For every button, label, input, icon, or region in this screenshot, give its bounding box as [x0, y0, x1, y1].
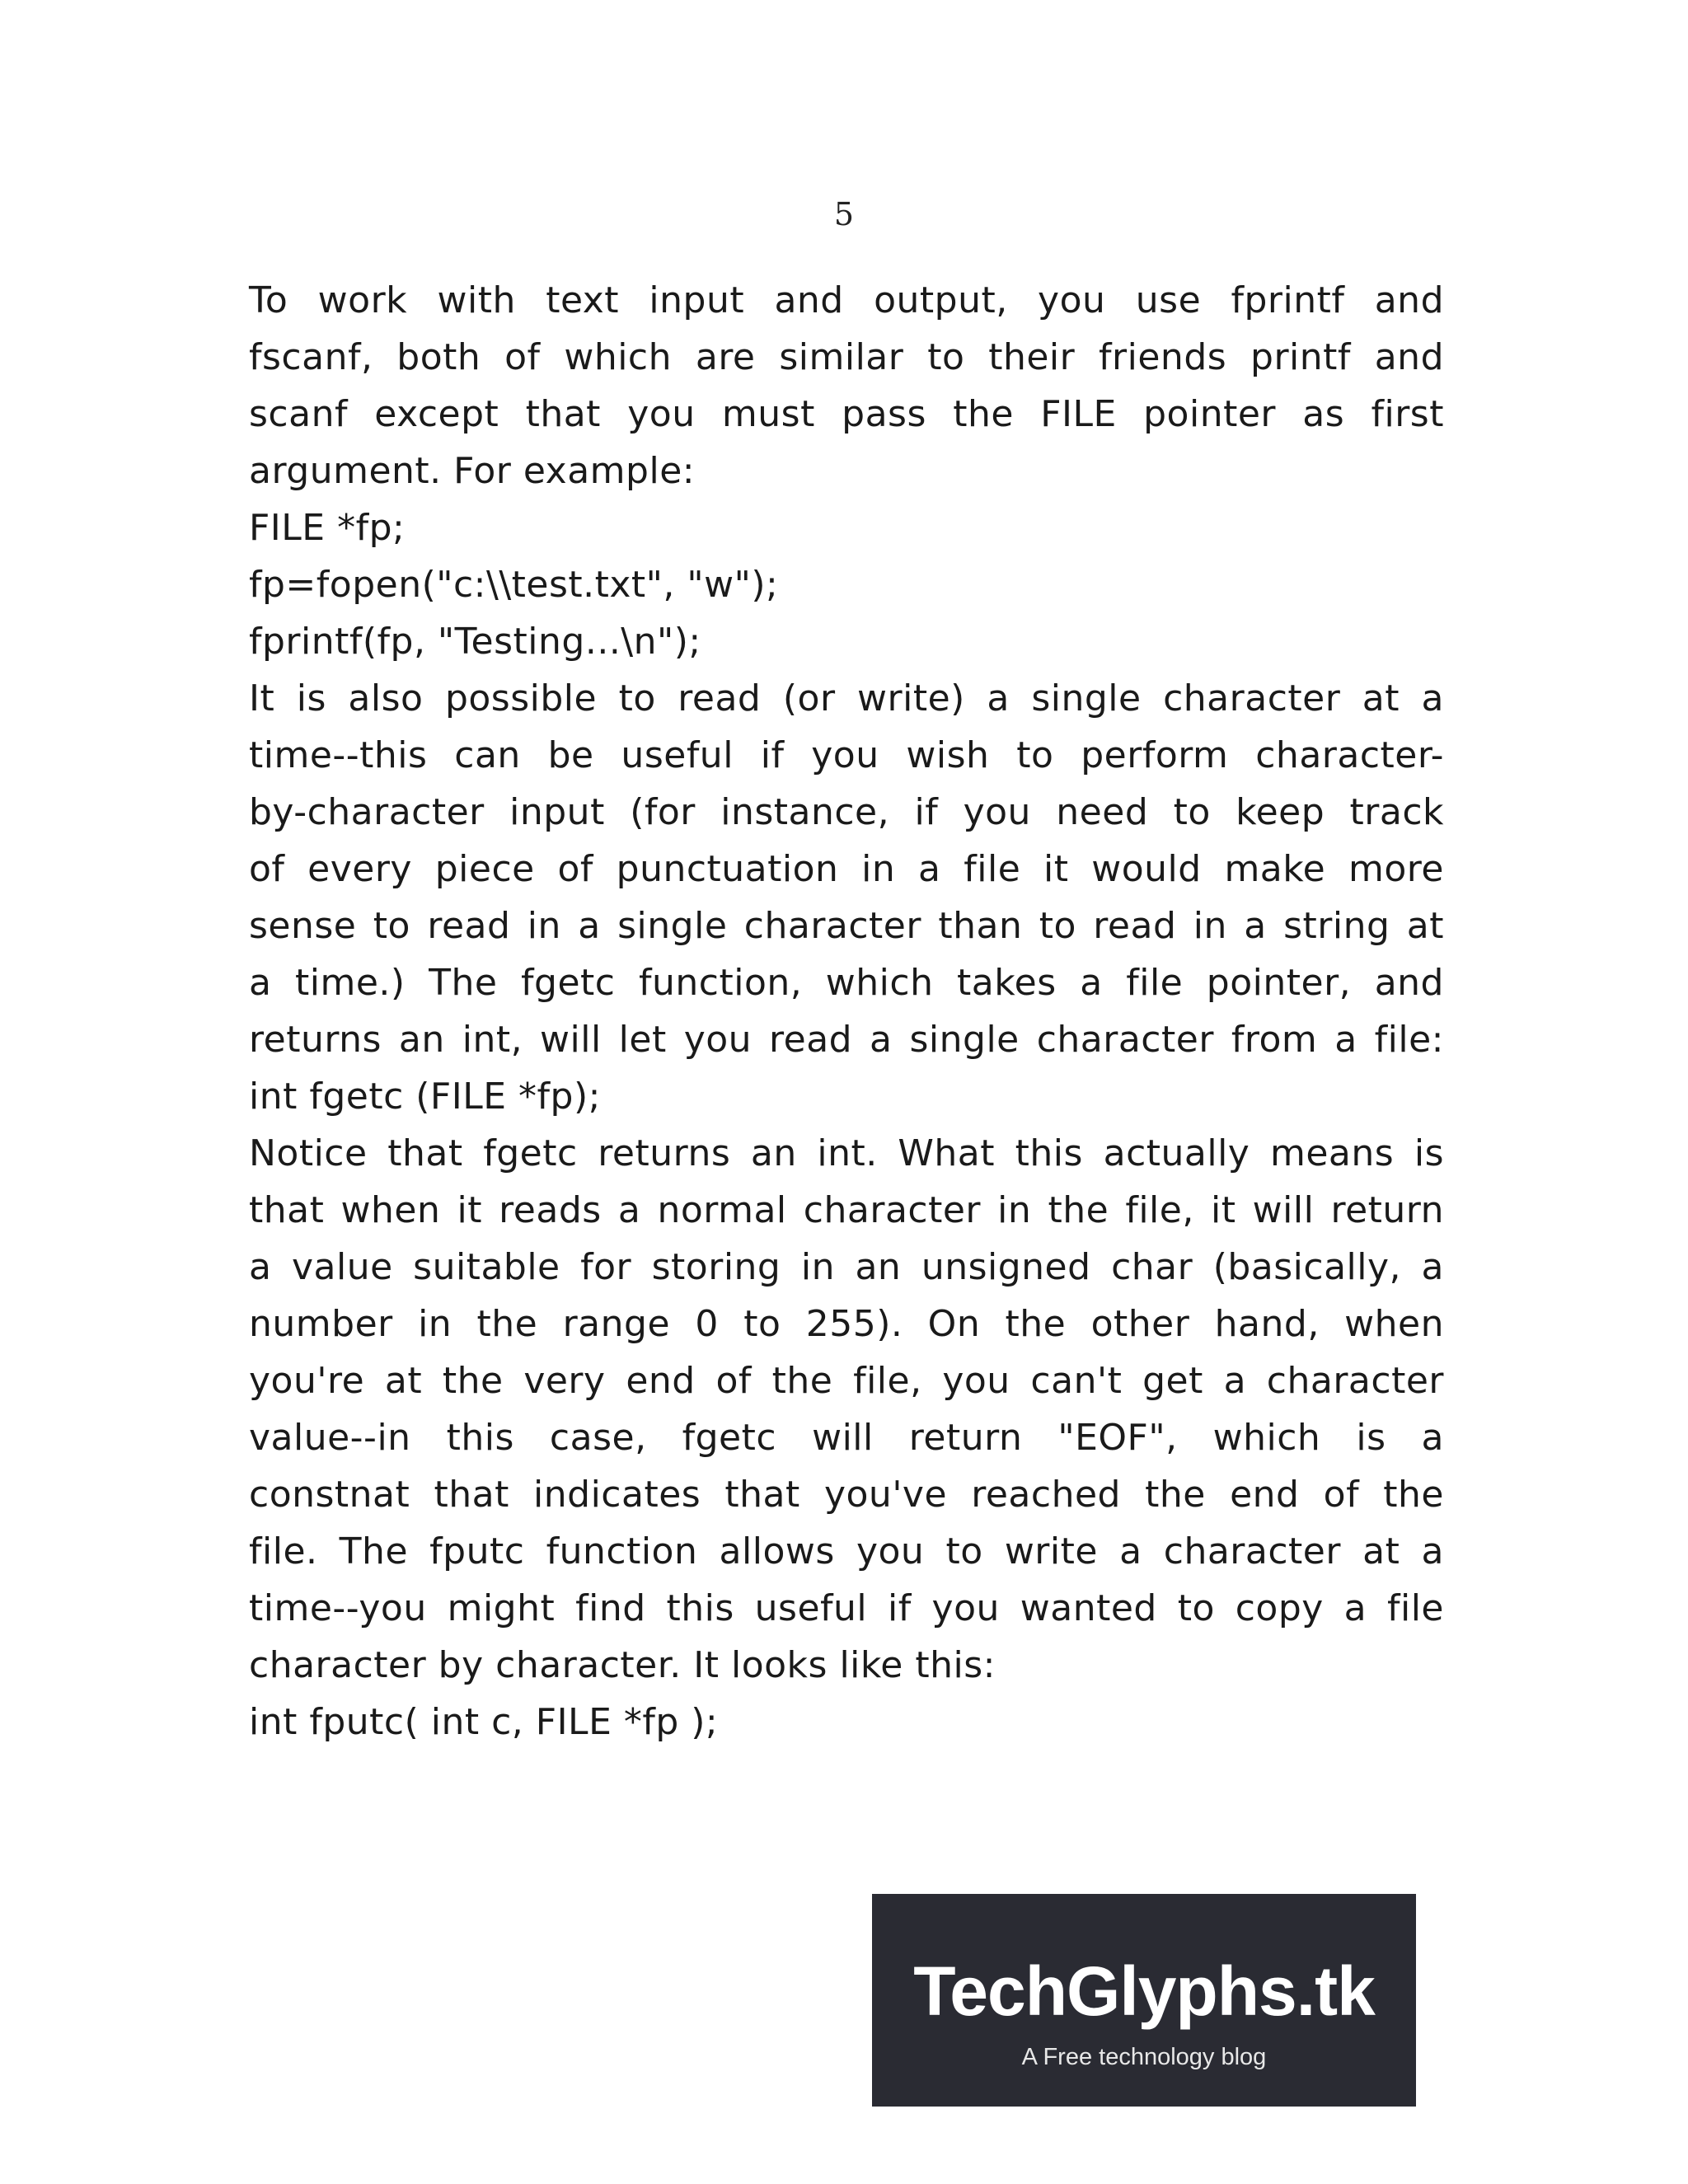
- text-line: returns an int, will let you read a single character from a file:: [249, 1019, 1444, 1061]
- text-line: time--this can be useful if you wish to perform character-: [249, 734, 1444, 776]
- text-line: number in the range 0 to 255). On the other hand, when: [249, 1303, 1444, 1345]
- text-line: of every piece of punctuation in a file it would make more: [249, 848, 1444, 890]
- text-line: you're at the very end of the file, you can't get a character: [249, 1360, 1444, 1402]
- code-line: fprintf(fp, "Testing...\n");: [249, 621, 701, 663]
- page-number: 5: [833, 196, 855, 232]
- text-line: time--you might find this useful if you wanted to copy a file: [249, 1587, 1444, 1629]
- text-line: character by character. It looks like this:: [249, 1644, 996, 1686]
- text-line: file. The fputc function allows you to write a character at a: [249, 1530, 1444, 1572]
- body-text: [249, 272, 1444, 1750]
- text-line: To work with text input and output, you use fprintf and: [249, 279, 1444, 321]
- text-line: a time.) The fgetc function, which takes a file pointer, and: [249, 962, 1444, 1004]
- text-line: sense to read in a single character than to read in a string at: [249, 905, 1444, 947]
- text-line: that when it reads a normal character in the file, it will return: [249, 1189, 1444, 1231]
- code-line: FILE *fp;: [249, 507, 406, 549]
- techglyphs-logo: [872, 1894, 1416, 2107]
- text-line: It is also possible to read (or write) a single character at a: [249, 677, 1444, 719]
- text-line: a value suitable for storing in an unsigned char (basically, a: [249, 1246, 1444, 1288]
- text-line: Notice that fgetc returns an int. What this actually means is: [249, 1132, 1444, 1174]
- code-line: int fputc( int c, FILE *fp );: [249, 1701, 719, 1743]
- text-line: value--in this case, fgetc will return "EOF", which is a: [249, 1417, 1444, 1459]
- text-line: constnat that indicates that you've reached the end of the: [249, 1474, 1444, 1516]
- logo-tagline: A Free technology blog: [1021, 2044, 1267, 2070]
- text-line: argument. For example:: [249, 450, 696, 492]
- code-line: int fgetc (FILE *fp);: [249, 1076, 601, 1118]
- text-line: fscanf, both of which are similar to their friends printf and: [249, 336, 1444, 378]
- text-line: by-character input (for instance, if you need to keep track: [249, 791, 1444, 833]
- text-line: scanf except that you must pass the FILE pointer as first: [249, 393, 1444, 435]
- code-line: fp=fopen("c:\\test.txt", "w");: [249, 564, 779, 606]
- logo-title: TechGlyphs.tk: [913, 1952, 1375, 2030]
